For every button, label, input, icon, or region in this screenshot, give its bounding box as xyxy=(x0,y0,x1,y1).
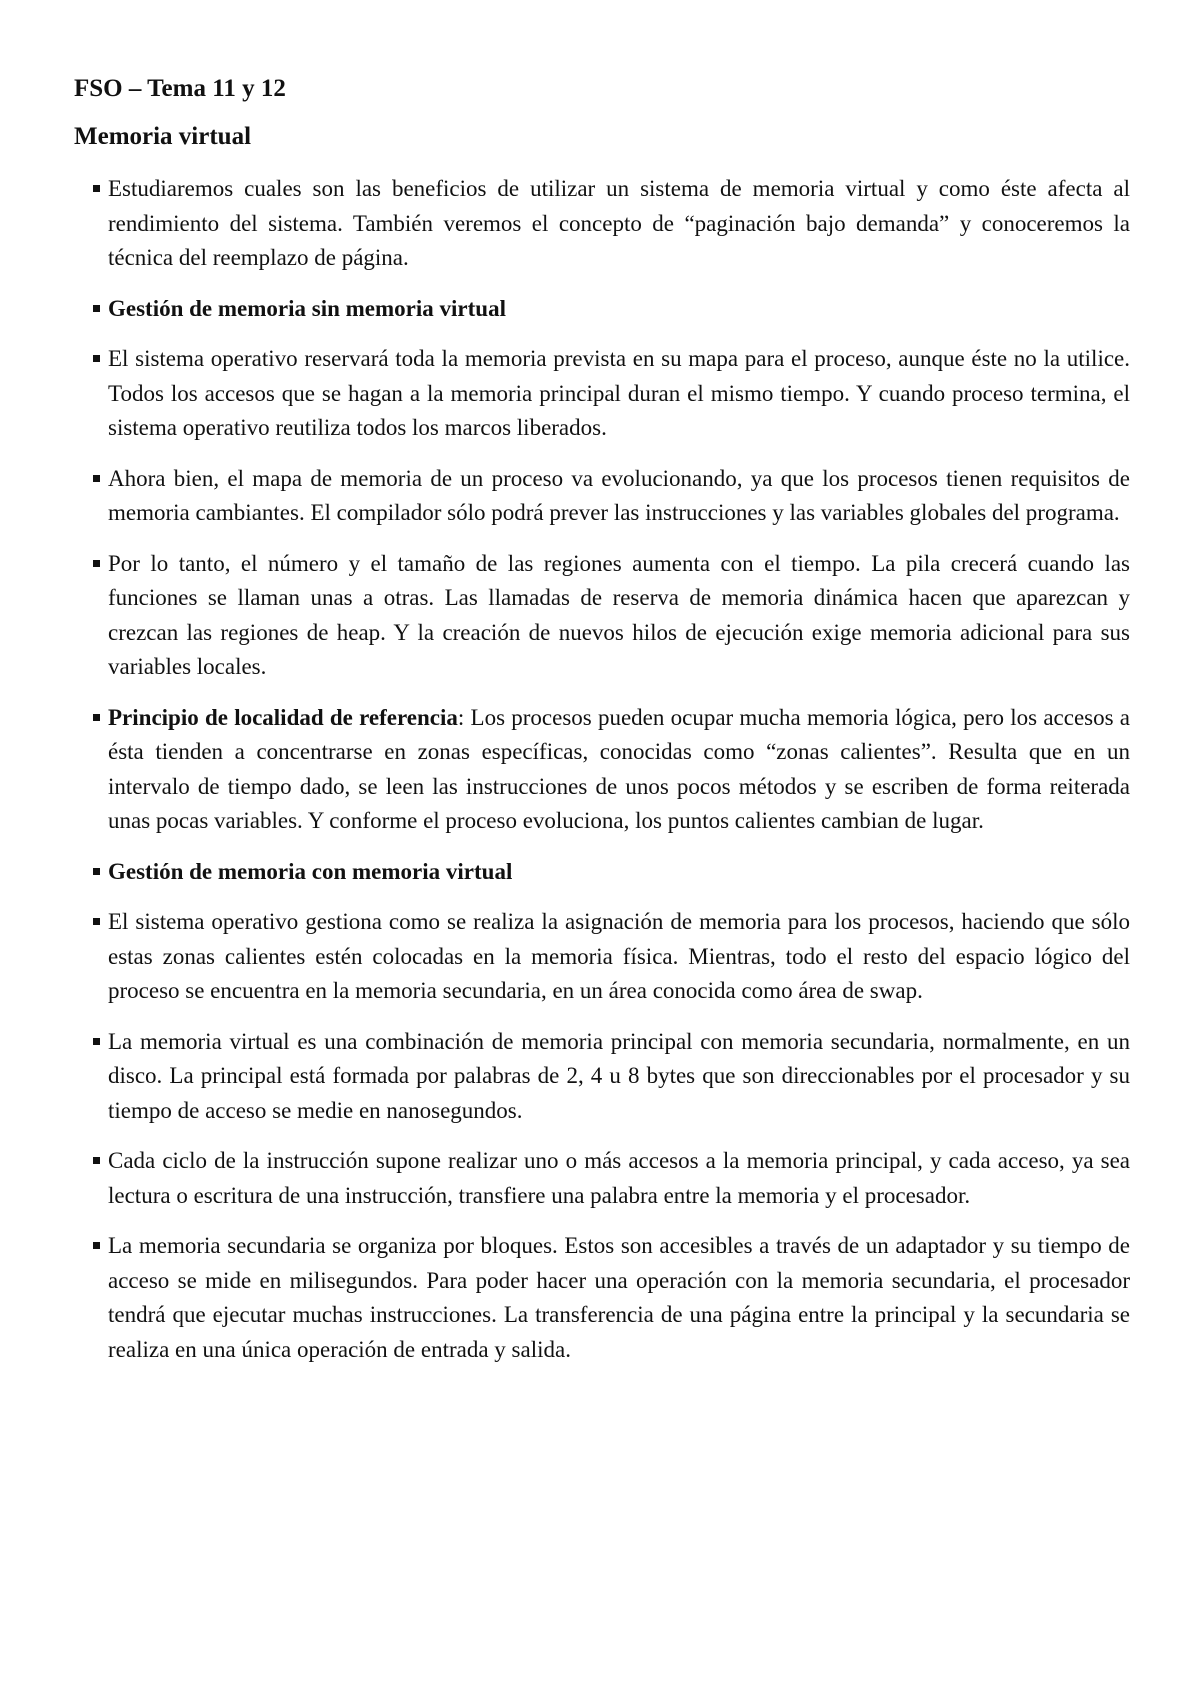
square-bullet-icon xyxy=(93,868,100,875)
square-bullet-icon xyxy=(93,355,100,362)
square-bullet-icon xyxy=(93,714,100,721)
item-text: Ahora bien, el mapa de memoria de un proceso va evolucionando, ya que los procesos tienen requisitos de memoria cambiantes. El compilador sólo podrá prever las instrucciones y las variables globales del programa. xyxy=(108,465,1130,525)
list-item xyxy=(74,1025,1130,1129)
square-bullet-icon xyxy=(93,185,100,192)
item-text: Por lo tanto, el número y el tamaño de las regiones aumenta con el tiempo. La pila crecerá cuando las funciones se llaman unas a otras. Las llamadas de reserva de memoria dinámica hacen que aparezcan y crezcan las regiones de heap. Y la creación de nuevos hilos de ejecución exige memoria adicional para sus variables locales. xyxy=(108,550,1130,679)
list-item xyxy=(74,172,1130,276)
list-item xyxy=(74,905,1130,1009)
square-bullet-icon xyxy=(93,305,100,312)
item-heading: Gestión de memoria con memoria virtual xyxy=(108,858,513,884)
list-item xyxy=(74,701,1130,839)
item-text: El sistema operativo reservará toda la memoria prevista en su mapa para el proceso, aunque éste no la utilice. Todos los accesos que se hagan a la memoria principal duran el mismo tiempo. Y cuando proceso termina, el sistema operativo reutiliza todos los marcos liberados. xyxy=(108,346,1130,440)
bullet-list xyxy=(74,172,1130,1367)
list-item-heading xyxy=(74,855,1130,890)
item-lead: Principio de localidad de referencia xyxy=(108,704,458,730)
item-text: La memoria virtual es una combinación de memoria principal con memoria secundaria, normalmente, en un disco. La principal está formada por palabras de 2, 4 u 8 bytes que son direccionables por el procesador y su tiempo de acceso se medie en nanosegundos. xyxy=(108,1028,1130,1123)
list-item xyxy=(74,1144,1130,1213)
section-title: Memoria virtual xyxy=(74,123,252,150)
document-title: FSO – Tema 11 y 12 xyxy=(74,75,286,102)
item-text: : Los procesos pueden ocupar mucha memoria lógica, pero los accesos a ésta tienden a concentrarse en zonas específicas, conocidas como “zonas calientes”. Resulta que en un intervalo de tiempo dado, se leen las instrucciones de unos pocos métodos y se escriben de forma reiterada unas pocas variables. Y conforme el proceso evoluciona, los puntos calientes cambian de lugar. xyxy=(108,704,1130,833)
item-text: La memoria secundaria se organiza por bloques. Estos son accesibles a través de un adaptador y su tiempo de acceso se mide en milisegundos. Para poder hacer una operación con la memoria secundaria, el procesador tendrá que ejecutar muchas instrucciones. La transferencia de una página entre la principal y la secundaria se realiza en una única operación de entrada y salida. xyxy=(108,1233,1130,1362)
item-text: Estudiaremos cuales son las beneficios de utilizar un sistema de memoria virtual y como éste afecta al rendimiento del sistema. También veremos el concepto de “paginación bajo demanda” y conoceremos la técnica del reemplazo de página. xyxy=(108,176,1130,270)
square-bullet-icon xyxy=(93,475,100,482)
list-item-heading xyxy=(74,292,1130,327)
list-item xyxy=(74,342,1130,446)
square-bullet-icon xyxy=(93,1242,100,1249)
list-item xyxy=(74,1229,1130,1367)
square-bullet-icon xyxy=(93,918,100,925)
item-heading: Gestión de memoria sin memoria virtual xyxy=(108,295,506,321)
item-text: Cada ciclo de la instrucción supone realizar uno o más accesos a la memoria principal, y cada acceso, ya sea lectura o escritura de una instrucción, transfiere una palabra entre la memoria y el procesador. xyxy=(108,1148,1130,1208)
square-bullet-icon xyxy=(93,1157,100,1164)
item-text: El sistema operativo gestiona como se realiza la asignación de memoria para los procesos, haciendo que sólo estas zonas calientes estén colocadas en la memoria física. Mientras, todo el resto del espacio lógico del proceso se encuentra en la memoria secundaria, en un área conocida como área de swap. xyxy=(108,909,1130,1003)
list-item xyxy=(74,547,1130,685)
square-bullet-icon xyxy=(93,1038,100,1045)
square-bullet-icon xyxy=(93,560,100,567)
list-item xyxy=(74,462,1130,531)
